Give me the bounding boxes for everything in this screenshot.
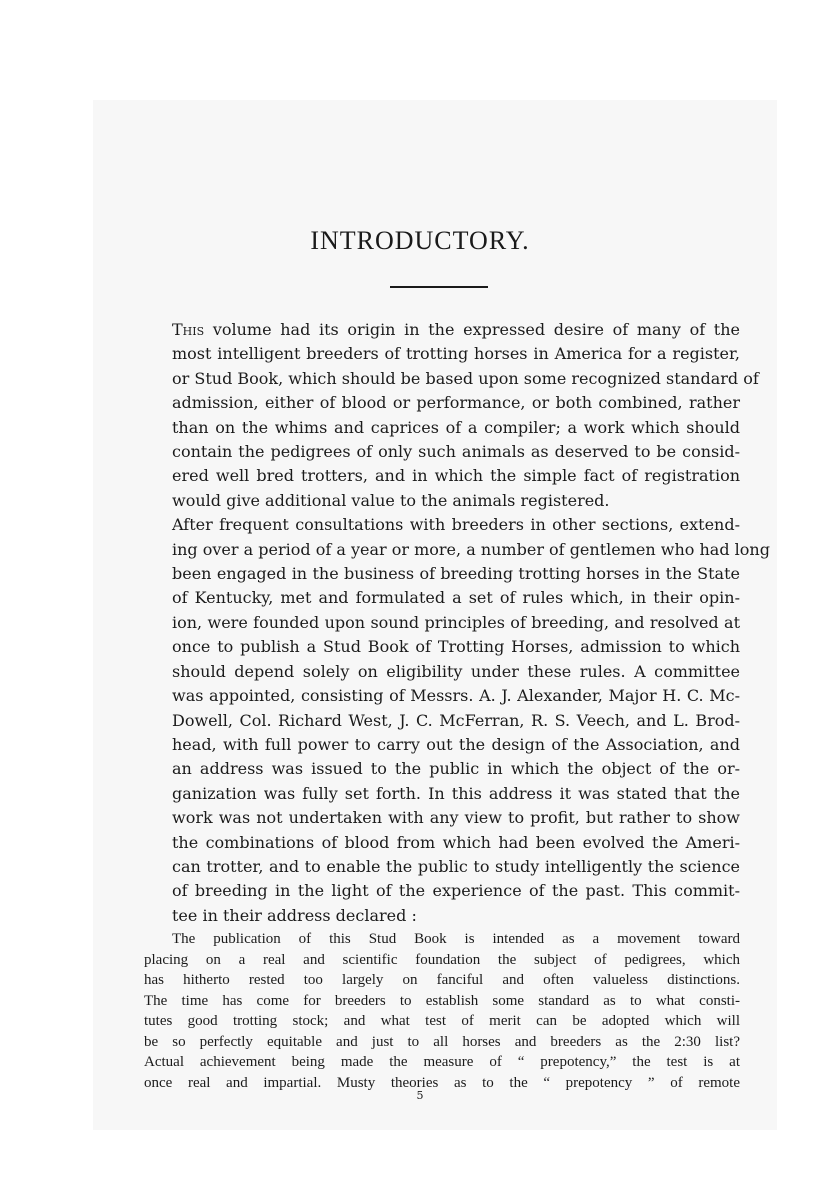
text-line: head, with full power to carry out the design of the Association, and [172,734,740,754]
paragraph-2 [144,513,770,928]
text-line: or Stud Book, which should be based upon some recognized standard of [172,368,759,388]
text-line: ion, were founded upon sound principles of breeding, and resolved at [172,612,740,632]
quote-line: The time has come for breeders to establish some standard as to what consti- [144,992,740,1009]
text-line: can trotter, and to enable the public to study intelligently the science [172,856,740,876]
text-line: most intelligent breeders of trotting horses in America for a register, [172,344,740,364]
text-line: should depend solely on eligibility under these rules. A committee [172,661,740,681]
text-line: was appointed, consisting of Messrs. A. J. Alexander, Major H. C. Mc- [172,686,740,706]
text-line: Dowell, Col. Richard West, J. C. McFerran, R. S. Veech, and L. Brod- [172,710,740,730]
page-number: 5 [416,1089,424,1102]
text-line: of breeding in the light of the experience of the past. This commit- [172,881,740,901]
quote-line: The publication of this Stud Book is intended as a movement toward [172,931,740,947]
paragraph-1 [144,318,759,513]
text-line: tee in their address declared : [172,905,417,925]
text-line: work was not undertaken with any view to profit, but rather to show [172,808,740,828]
block-quote [144,929,740,1093]
chapter-title: INTRODUCTORY. [310,226,530,255]
text-line: an address was issued to the public in which the object of the or- [172,759,740,779]
quote-line: placing on a real and scientific foundation the subject of pedigrees, which [144,951,740,968]
text-line: ganization was fully set forth. In this address it was stated that the [172,783,740,803]
quote-line: has hitherto rested too largely on fanciful and often valueless distinctions. [144,972,740,988]
quote-line: once real and impartial. Musty theories as to the “ prepotency ” of remote [144,1074,740,1091]
text-line: been engaged in the business of breeding trotting horses in the State [172,564,740,584]
text-line: ing over a period of a year or more, a number of gentlemen who had long [172,539,770,559]
text-line: contain the pedigrees of only such animals as deserved to be consid- [172,442,740,462]
text-line-content: volume had its origin in the expressed desire of many of the [204,320,740,339]
text-line: ered well bred trotters, and in which the simple fact of registration [172,466,740,486]
quote-line: be so perfectly equitable and just to all horses and breeders as the 2:30 list? [144,1033,740,1050]
lead-word: This [172,320,205,339]
text-line: of Kentucky, met and formulated a set of rules which, in their opin- [172,588,740,608]
text-line: admission, either of blood or performance, or both combined, rather [172,393,740,413]
title-rule [390,286,488,288]
body-text [144,318,770,928]
text-line [144,318,740,342]
text-line: than on the whims and caprices of a compiler; a work which should [172,417,740,437]
text-line: After frequent consultations with breeders in other sections, extend- [172,515,740,535]
quote-line: Actual achievement being made the measure of “ prepotency,” the test is at [144,1054,740,1070]
text-line: would give additional value to the animals registered. [172,490,610,510]
quote-line: tutes good trotting stock; and what test of merit can be adopted which will [144,1013,740,1029]
text-line: the combinations of blood from which had been evolved the Ameri- [172,832,740,852]
text-line: once to publish a Stud Book of Trotting Horses, admission to which [172,637,740,657]
